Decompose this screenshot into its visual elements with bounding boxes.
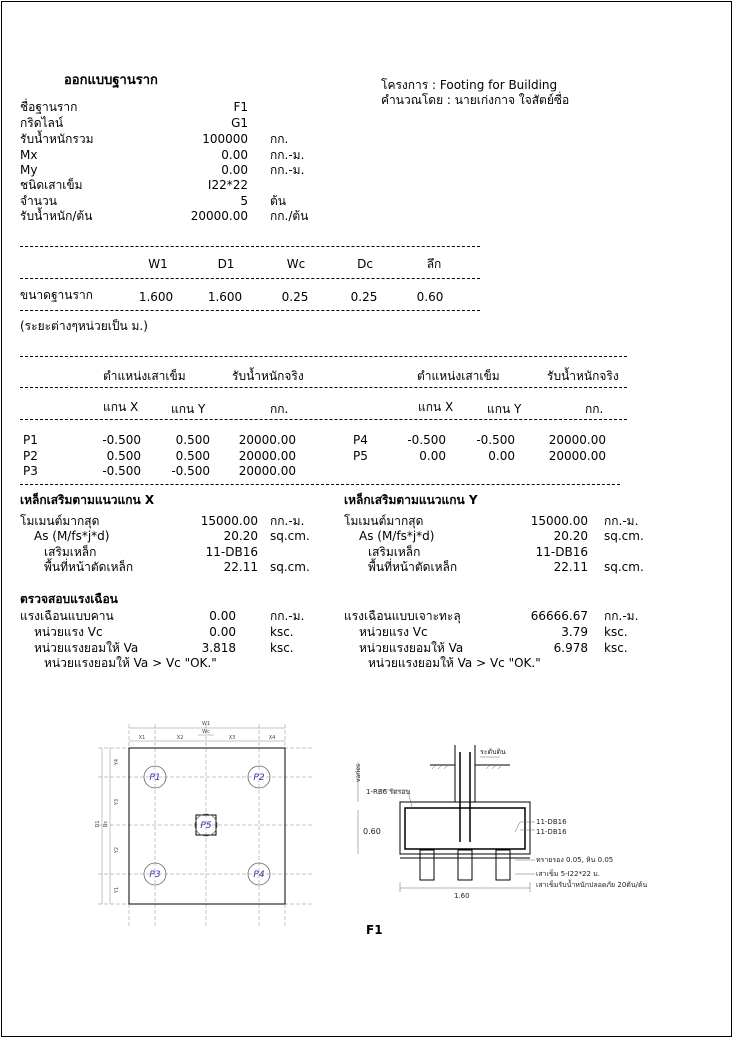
pile-load: 20000.00	[238, 433, 296, 447]
shear-value: 3.79	[561, 625, 588, 639]
rebar-value: 20.20	[553, 529, 588, 543]
project-name: โครงการ : Footing for Building	[381, 78, 558, 92]
rebar-label: As (M/fs*j*d)	[34, 529, 110, 543]
page-title: ออกแบบฐานราก	[64, 73, 158, 88]
pile-label: P2	[253, 773, 265, 783]
pile-capacity-label: เสาเข็มรับน้ำหนักปลอดภัย 20ตัน/ต้น	[536, 881, 648, 889]
pile-label: P4	[253, 870, 265, 880]
section-title: เหล็กเสริมตามแนวแกน Y	[344, 493, 478, 507]
size-header: Wc	[286, 257, 306, 271]
width-label: 1.60	[454, 892, 470, 900]
pile-header-load: รับน้ำหนักจริง	[232, 369, 304, 383]
dim-label: W1	[201, 721, 211, 727]
info-label: My	[20, 163, 38, 177]
pile-label: P1	[149, 773, 161, 783]
info-value: 20000.00	[190, 209, 248, 223]
size-value: 0.25	[281, 290, 309, 304]
bar-label-1: 11-DB16	[536, 818, 567, 826]
info-label: Mx	[20, 148, 38, 162]
size-row-label: ขนาดฐานราก	[20, 288, 93, 302]
shear-value: 3.818	[201, 641, 236, 655]
size-header: Dc	[357, 257, 373, 271]
rebar-unit: sq.cm.	[604, 529, 644, 543]
rebar-label: เสริมเหล็ก	[44, 545, 97, 559]
dim-label: X1	[138, 735, 146, 741]
pile-x: -0.500	[407, 433, 446, 447]
pile-header-x: แกน X	[418, 400, 454, 414]
info-label: ชื่อฐานราก	[20, 100, 78, 114]
shear-value: 6.978	[553, 641, 588, 655]
pile-header-unit: กก.	[270, 402, 289, 416]
drawing-label: F1	[366, 923, 383, 937]
rebar-label: โมเมนต์มากสุด	[344, 514, 424, 528]
shear-value: 66666.67	[530, 609, 588, 623]
rebar-label: โมเมนต์มากสุด	[20, 514, 100, 528]
divider	[20, 356, 627, 357]
shear-label: แรงเฉือนแบบเจาะทะลุ	[344, 609, 461, 623]
divider	[20, 278, 480, 279]
rebar-value: 15000.00	[200, 514, 258, 528]
footing-section-drawing	[350, 742, 680, 912]
bar-label-2: 11-DB16	[536, 828, 567, 836]
pile-label: P5	[200, 821, 212, 831]
dim-label: X3	[228, 735, 236, 741]
pile-load: 20000.00	[238, 464, 296, 478]
rebar-unit: sq.cm.	[604, 560, 644, 574]
rebar-value: 22.11	[553, 560, 588, 574]
divider	[20, 419, 627, 420]
rebar-unit: sq.cm.	[270, 560, 310, 574]
pile-header-position: ตำแหน่งเสาเข็ม	[417, 369, 500, 383]
shear-value: 0.00	[209, 625, 236, 639]
rebar-unit: กก.-ม.	[604, 514, 639, 528]
pile-id: P5	[353, 449, 368, 463]
unit-note: (ระยะต่างๆหน่วยเป็น ม.)	[20, 319, 148, 333]
designer-name: คำนวณโดย : นายเก่งกาจ ใจสัตย์ซื่อ	[381, 93, 570, 107]
rebar-label: พื้นที่หน้าตัดเหล็ก	[44, 560, 134, 574]
dim-label: X4	[268, 735, 276, 741]
rebar-value: 22.11	[223, 560, 258, 574]
shear-unit: ksc.	[604, 641, 628, 655]
lean-label: ทรายรอง 0.05, หิน 0.05	[536, 856, 614, 864]
shear-unit: ksc.	[270, 641, 294, 655]
rebar-value: 11-DB16	[205, 545, 258, 559]
size-header: W1	[148, 257, 168, 271]
info-label: รับน้ำหนักรวม	[20, 132, 94, 146]
pile-x: 0.00	[419, 449, 446, 463]
pile-x: 0.500	[106, 449, 141, 463]
divider	[20, 246, 480, 247]
rebar-label: พื้นที่หน้าตัดเหล็ก	[368, 560, 458, 574]
pile-header-y: แกน Y	[487, 402, 522, 416]
shear-label: หน่วยแรงยอมให้ Va	[34, 641, 139, 655]
dim-label: Y4	[114, 758, 120, 766]
pile-y: -0.500	[171, 464, 210, 478]
footing-plan-drawing	[90, 712, 320, 932]
size-value: 1.600	[138, 290, 174, 304]
pile-y: 0.00	[488, 449, 515, 463]
pile-id: P2	[23, 449, 38, 463]
shear-unit: กก.-ม.	[270, 609, 305, 623]
pile-load: 20000.00	[548, 433, 606, 447]
info-unit: กก.-ม.	[270, 148, 305, 162]
info-value: 5	[240, 194, 248, 208]
tie-label: 1-RB6 รัดรอบ	[366, 788, 411, 796]
size-value: 1.600	[207, 290, 243, 304]
info-value: I22*22	[207, 178, 248, 192]
divider	[20, 484, 620, 485]
info-unit: กก./ต้น	[270, 209, 309, 223]
pile-id: P3	[23, 464, 38, 478]
info-unit: กก.-ม.	[270, 163, 305, 177]
section-title: ตรวจสอบแรงเฉือน	[20, 592, 118, 606]
shear-label: หน่วยแรง Vc	[34, 625, 103, 639]
info-unit: ต้น	[270, 194, 286, 208]
rebar-unit: sq.cm.	[270, 529, 310, 543]
info-label: ชนิดเสาเข็ม	[20, 178, 83, 192]
rebar-label: As (M/fs*j*d)	[359, 529, 435, 543]
pile-id: P1	[23, 433, 38, 447]
shear-unit: ksc.	[270, 625, 294, 639]
info-value: G1	[231, 116, 248, 130]
pile-header-load: รับน้ำหนักจริง	[547, 369, 619, 383]
pile-load: 20000.00	[238, 449, 296, 463]
info-label: จำนวน	[20, 194, 57, 208]
dim-label: Y1	[114, 886, 120, 894]
section-title: เหล็กเสริมตามแนวแกน X	[20, 493, 155, 507]
shear-label: แรงเฉือนแบบคาน	[20, 609, 114, 623]
pile-x: -0.500	[102, 433, 141, 447]
pile-header-y: แกน Y	[171, 402, 206, 416]
size-value: 0.25	[350, 290, 378, 304]
pile-header-unit: กก.	[585, 402, 604, 416]
varies-label: varies	[355, 763, 362, 782]
rebar-value: 11-DB16	[535, 545, 588, 559]
shear-label: หน่วยแรง Vc	[359, 625, 428, 639]
pile-y: 0.500	[175, 433, 210, 447]
info-value: 0.00	[221, 148, 248, 162]
dim-label: Dc	[103, 820, 109, 828]
pile-load: 20000.00	[548, 449, 606, 463]
pile-y: 0.500	[175, 449, 210, 463]
shear-check: หน่วยแรงยอมให้ Va > Vc "OK."	[368, 656, 541, 670]
depth-label: 0.60	[363, 827, 381, 836]
rebar-value: 15000.00	[530, 514, 588, 528]
info-value: F1	[233, 100, 248, 114]
pile-id: P4	[353, 433, 368, 447]
shear-label: หน่วยแรงยอมให้ Va	[359, 641, 464, 655]
info-value: 0.00	[221, 163, 248, 177]
rebar-unit: กก.-ม.	[270, 514, 305, 528]
info-label: กริดไลน์	[20, 116, 64, 130]
divider	[20, 387, 627, 388]
dim-label: D1	[95, 820, 101, 828]
dim-label: Y2	[114, 846, 120, 854]
shear-check: หน่วยแรงยอมให้ Va > Vc "OK."	[44, 656, 217, 670]
info-unit: กก.	[270, 132, 289, 146]
dim-label: Y3	[114, 798, 120, 806]
shear-unit: กก.-ม.	[604, 609, 639, 623]
pile-y: -0.500	[476, 433, 515, 447]
divider	[20, 310, 480, 311]
ground-label: ระดับดิน	[480, 748, 506, 756]
size-header: D1	[217, 257, 235, 271]
info-value: 100000	[202, 132, 248, 146]
rebar-value: 20.20	[223, 529, 258, 543]
shear-unit: ksc.	[604, 625, 628, 639]
rebar-label: เสริมเหล็ก	[368, 545, 421, 559]
shear-value: 0.00	[209, 609, 236, 623]
dim-label: Wc	[202, 729, 210, 735]
size-header: ลึก	[426, 257, 442, 271]
pile-spec-label: เสาเข็ม 5-I22*22 ม.	[536, 870, 601, 878]
info-label: รับน้ำหนัก/ต้น	[20, 209, 93, 223]
dim-label: X2	[176, 735, 184, 741]
pile-header-x: แกน X	[103, 400, 139, 414]
size-value: 0.60	[416, 290, 444, 304]
pile-x: -0.500	[102, 464, 141, 478]
pile-label: P3	[149, 870, 161, 880]
pile-header-position: ตำแหน่งเสาเข็ม	[103, 369, 186, 383]
